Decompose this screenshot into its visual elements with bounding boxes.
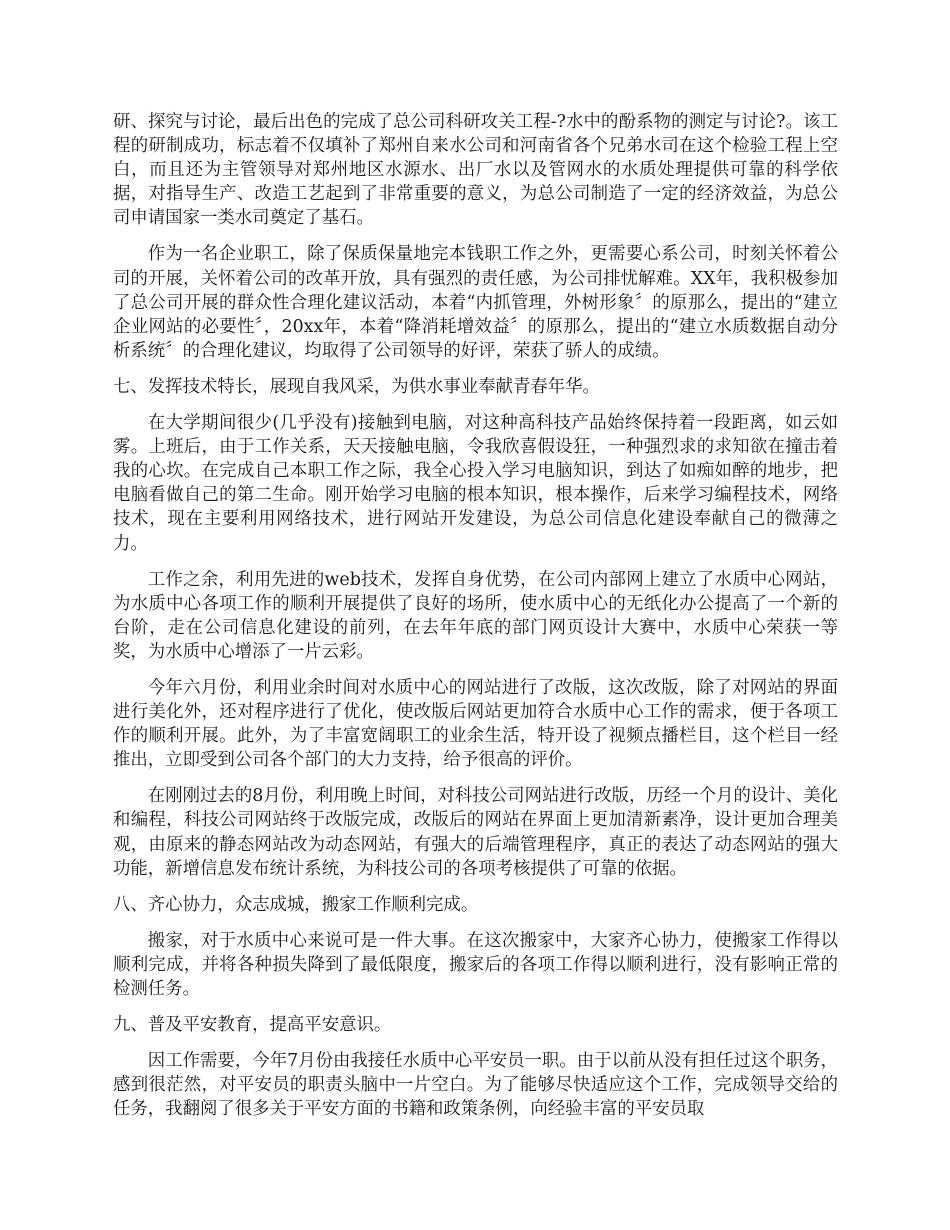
paragraph-site-redesign-june: 今年六月份，利用业余时间对水质中心的网站进行了改版，这次改版，除了对网站的界面进行美化外，还对程序进行了优化，使改版后网站更加符合水质中心工作的需求，便于各项工作的顺利开展。此外，为了丰富宽阔职工的业余生活，特开设了视频点播栏目，这个栏目一经推出，立即受到公司各个部门的大力支持，给予很高的评价。 <box>113 677 838 771</box>
section-heading-eight: 八、齐心协力，众志成城，搬家工作顺利完成。 <box>113 894 479 915</box>
paragraph-rationalization-proposals: 作为一名企业职工，除了保质保量地完本钱职工作之外，更需要心系公司，时刻关怀着公司的开展，关怀着公司的改革开放，具有强烈的责任感，为公司排忧解难。XX年，我积极参加了总公司开展的群众性合理化建议活动，本着“内抓管理，外树形象〞的原那么，提出的“建立企业网站的必要性〞，20xx年，本着“降消耗增效益〞的原那么，提出的“建立水质数据自动分析系统〞的合理化建议，均取得了公司领导的好评，荣获了骄人的成绩。 <box>113 244 838 361</box>
section-heading-seven: 七、发挥技术特长，展现自我风采，为供水事业奉献青春年华。 <box>113 376 600 397</box>
paragraph-web-site-building: 工作之余，利用先进的web技术，发挥自身优势，在公司内部网上建立了水质中心网站，为水质中心各项工作的顺利开展提供了良好的场所，使水质中心的无纸化办公提高了一个新的台阶，走在公司信息化建设的前列，在去年年底的部门网页设计大赛中，水质中心荣获一等奖，为水质中心增添了一片云彩。 <box>113 569 838 662</box>
paragraph-tech-company-site-august: 在刚刚过去的8月份，利用晚上时间，对科技公司网站进行改版，历经一个月的设计、美化和编程，科技公司网站终于改版完成，改版后的网站在界面上更加清新素净，设计更加合理美观，由原来的静态网站改为动态网站，有强大的后端管理程序，真正的表达了动态网站的强大功能，新增信息发布统计系统，为科技公司的各项考核提供了可靠的依据。 <box>113 786 838 879</box>
paragraph-moving-work: 搬家，对于水质中心来说可是一件大事。在这次搬家中，大家齐心协力，使搬家工作得以顺利完成，并将各种损失降到了最低限度，搬家后的各项工作得以顺利进行，没有影响正常的检测任务。 <box>113 930 838 999</box>
section-heading-nine: 九、普及平安教育，提高平安意识。 <box>113 1015 392 1036</box>
paragraph-continued-research: 研、探究与讨论，最后出色的完成了总公司科研攻关工程-?水中的酚系物的测定与讨论?。该工程的研制成功，标志着不仅填补了郑州自来水公司和河南省各个兄弟水司在这个检验工程上空白，而且还为主管领导对郑州地区水源水、出厂水以及管网水的水质处理提供可靠的科学依据，对指导生产、改造工艺起到了非常重要的意义，为总公司制造了一定的经济效益，为总公司申请国家一类水司奠定了基石。 <box>113 112 838 229</box>
paragraph-computer-learning: 在大学期间很少(几乎没有)接触到电脑，对这种高科技产品始终保持着一段距离，如云如雾。上班后，由于工作关系，天天接触电脑，令我欣喜假设狂，一种强烈求的求知欲在撞击着我的心坎。在完成自己本职工作之际，我全心投入学习电脑知识，到达了如痴如醉的地步，把电脑看做自己的第二生命。刚开始学习电脑的根本知识，根本操作，后来学习编程技术，网络技术，现在主要利用网络技术，进行网站开发建设，为总公司信息化建设奉献自己的微薄之力。 <box>113 413 838 554</box>
paragraph-safety-officer: 因工作需要，今年7月份由我接任水质中心平安员一职。由于以前从没有担任过这个职务，感到很茫然，对平安员的职责头脑中一片空白。为了能够尽快适应这个工作，完成领导交给的任务，我翻阅了很多关于平安方面的书籍和政策条例，向经验丰富的平安员取 <box>113 1051 838 1120</box>
